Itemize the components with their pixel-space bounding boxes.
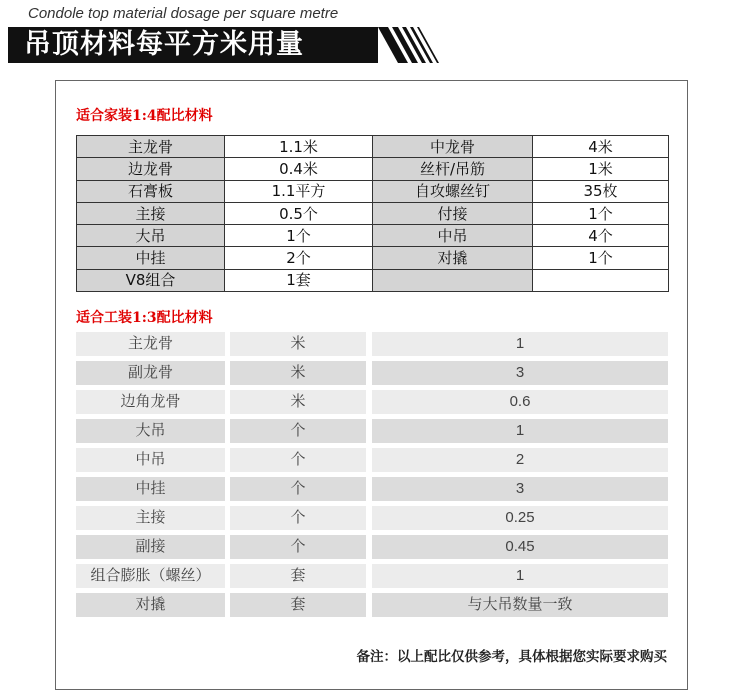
section1-title: 适合家装1:4配比材料 <box>76 108 213 124</box>
material-name-cell: 付接 <box>373 202 533 224</box>
material-panel <box>55 80 688 690</box>
quantity-cell: 35枚 <box>533 180 669 202</box>
quantity-cell: 3 <box>372 477 668 501</box>
table-row <box>77 180 669 202</box>
material-name-cell: 中吊 <box>76 448 225 472</box>
quantity-cell: 3 <box>372 361 668 385</box>
material-name-cell: 中龙骨 <box>373 136 533 158</box>
material-name-cell: 主接 <box>76 506 225 530</box>
unit-cell: 套 <box>230 564 366 588</box>
quantity-cell: 0.25 <box>372 506 668 530</box>
quantity-cell: 4个 <box>533 225 669 247</box>
unit-cell: 个 <box>230 535 366 559</box>
table-row <box>77 136 669 158</box>
title-banner <box>8 27 450 63</box>
commercial-material-table <box>76 332 668 622</box>
quantity-cell: 2 <box>372 448 668 472</box>
table-row <box>76 564 668 588</box>
decorative-stripes-icon <box>378 27 450 63</box>
table-row <box>76 535 668 559</box>
material-name-cell: 中挂 <box>76 477 225 501</box>
page-title: 吊顶材料每平方米用量 <box>24 29 304 60</box>
english-subtitle: Condole top material dosage per square metre <box>28 5 339 22</box>
unit-cell: 米 <box>230 390 366 414</box>
quantity-cell: 1米 <box>533 158 669 180</box>
remark-note: 备注：以上配比仅供参考，具体根据您实际要求购买 <box>356 649 667 665</box>
quantity-cell: 1个 <box>533 247 669 269</box>
material-name-cell <box>373 269 533 291</box>
material-name-cell: 中挂 <box>77 247 225 269</box>
material-name-cell: 中吊 <box>373 225 533 247</box>
table-row <box>77 247 669 269</box>
table-row <box>76 506 668 530</box>
material-name-cell: 大吊 <box>77 225 225 247</box>
material-name-cell: 组合膨胀（螺丝） <box>76 564 225 588</box>
table-row <box>76 332 668 356</box>
material-name-cell: V8组合 <box>77 269 225 291</box>
material-name-cell: 主龙骨 <box>77 136 225 158</box>
quantity-cell: 2个 <box>225 247 373 269</box>
table-row <box>76 593 668 617</box>
quantity-cell: 1.1米 <box>225 136 373 158</box>
material-name-cell: 副龙骨 <box>76 361 225 385</box>
table-row <box>76 419 668 443</box>
quantity-cell: 1 <box>372 332 668 356</box>
quantity-cell: 与大吊数量一致 <box>372 593 668 617</box>
unit-cell: 个 <box>230 448 366 472</box>
table-row <box>76 477 668 501</box>
quantity-cell: 1套 <box>225 269 373 291</box>
material-name-cell: 主接 <box>77 202 225 224</box>
quantity-cell: 0.45 <box>372 535 668 559</box>
quantity-cell: 1 <box>372 564 668 588</box>
material-name-cell: 副接 <box>76 535 225 559</box>
unit-cell: 个 <box>230 506 366 530</box>
material-name-cell: 石膏板 <box>77 180 225 202</box>
unit-cell: 米 <box>230 361 366 385</box>
quantity-cell: 0.5个 <box>225 202 373 224</box>
unit-cell: 米 <box>230 332 366 356</box>
quantity-cell: 1个 <box>225 225 373 247</box>
material-name-cell: 对撬 <box>373 247 533 269</box>
material-name-cell: 主龙骨 <box>76 332 225 356</box>
quantity-cell: 4米 <box>533 136 669 158</box>
section2-title: 适合工装1:3配比材料 <box>76 310 213 326</box>
table-row <box>77 158 669 180</box>
quantity-cell: 0.4米 <box>225 158 373 180</box>
quantity-cell: 1.1平方 <box>225 180 373 202</box>
material-name-cell: 大吊 <box>76 419 225 443</box>
unit-cell: 个 <box>230 477 366 501</box>
table-row <box>76 390 668 414</box>
table-row <box>76 361 668 385</box>
table-row <box>77 202 669 224</box>
material-name-cell: 对撬 <box>76 593 225 617</box>
material-name-cell: 丝杆/吊筋 <box>373 158 533 180</box>
material-name-cell: 边角龙骨 <box>76 390 225 414</box>
quantity-cell: 1个 <box>533 202 669 224</box>
material-name-cell: 边龙骨 <box>77 158 225 180</box>
table-row <box>76 448 668 472</box>
home-material-table <box>76 135 669 292</box>
quantity-cell: 0.6 <box>372 390 668 414</box>
unit-cell: 套 <box>230 593 366 617</box>
material-name-cell: 自攻螺丝钉 <box>373 180 533 202</box>
table-row <box>77 225 669 247</box>
unit-cell: 个 <box>230 419 366 443</box>
table-row <box>77 269 669 291</box>
quantity-cell: 1 <box>372 419 668 443</box>
quantity-cell <box>533 269 669 291</box>
